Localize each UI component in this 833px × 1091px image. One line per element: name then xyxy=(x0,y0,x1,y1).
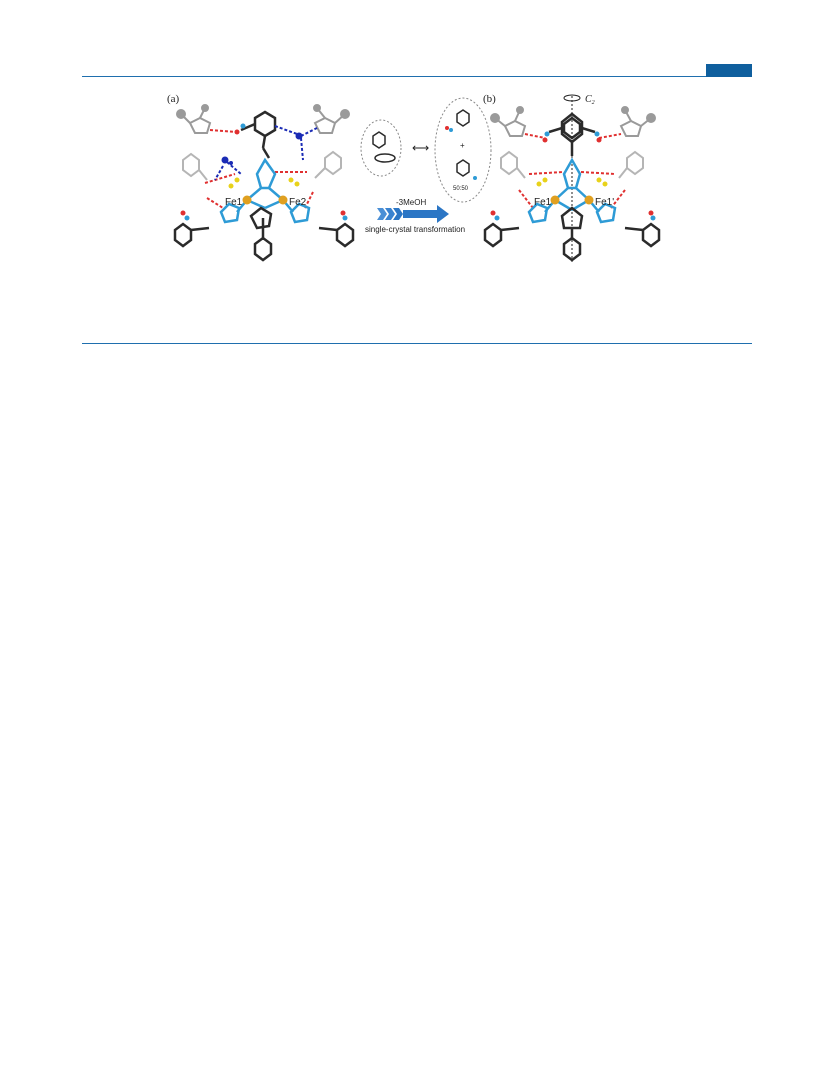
solvent-molecule-b-left xyxy=(491,107,525,136)
transformation-arrow xyxy=(377,205,449,223)
disorder-ratio: 50:50 xyxy=(453,186,469,192)
iron-atom-a1 xyxy=(243,196,252,205)
c2-symbol: $C_2$ xyxy=(585,94,595,106)
methanol-a1 xyxy=(296,133,303,140)
exchange-arrow: ⟷ xyxy=(412,141,430,155)
nitro-n xyxy=(241,124,246,129)
panel-a-label: (a) xyxy=(167,93,180,105)
panel-b xyxy=(483,93,659,263)
solvent-molecule-a-right xyxy=(314,105,349,133)
panel-a xyxy=(167,93,353,260)
core-dark-a xyxy=(251,208,271,260)
figure-bottom-rule xyxy=(82,343,752,344)
nitro-bottom-b xyxy=(491,211,656,221)
phenyl-grey-b-right xyxy=(619,152,643,178)
solvent-molecule-a-left xyxy=(177,105,210,133)
fe1-label-a: Fe1 xyxy=(225,197,243,208)
phenyl-grey-b-left xyxy=(501,152,525,178)
phenyl-grey-a-right xyxy=(315,152,341,178)
fe1prime-label-b: Fe1' xyxy=(595,197,615,208)
panel-b-label: (b) xyxy=(483,93,496,105)
arrow-bottom-label: single-crystal transformation xyxy=(365,225,466,234)
iron-atom-b2 xyxy=(585,196,594,205)
solvent-molecule-b-right xyxy=(621,107,655,136)
disorder-inset xyxy=(361,98,491,234)
disorder-plus: + xyxy=(460,141,465,150)
phenyl-grey-a-left xyxy=(183,154,207,180)
crystal-structure-figure xyxy=(165,88,670,263)
methanol-a2 xyxy=(222,157,229,164)
fe1-label-b: Fe1 xyxy=(534,197,552,208)
inset-left-circle xyxy=(361,120,401,176)
arrow-top-label: -3MeOH xyxy=(396,198,427,207)
iron-atom-a2 xyxy=(279,196,288,205)
header-rule xyxy=(82,76,752,77)
top-ring-a xyxy=(241,112,275,158)
header-tab xyxy=(706,64,752,77)
fe2-label-a: Fe2 xyxy=(289,197,307,208)
iron-atom-b1 xyxy=(551,196,560,205)
